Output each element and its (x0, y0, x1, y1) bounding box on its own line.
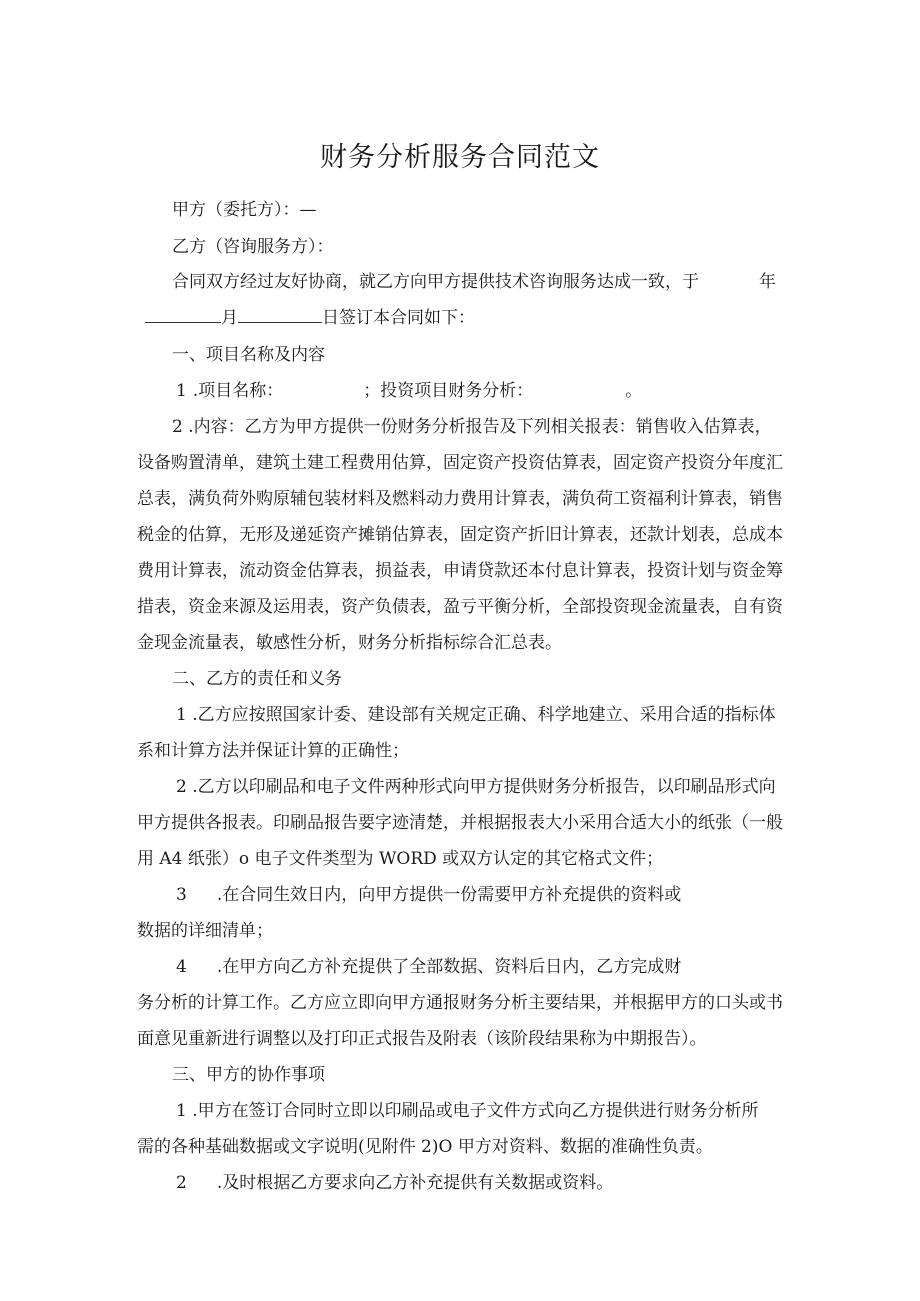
section2-item2-line: 用 A4 纸张）o 电子文件类型为 WORD 或双方认定的其它格式文件； (137, 849, 664, 869)
item4-text: .在甲方向乙方补充提供了全部数据、资料后日内，乙方完成财 (216, 957, 682, 977)
section3-heading: 三、甲方的协作事项 (172, 1065, 325, 1085)
section1-item2-line: 总表，满负荷外购原辅包装材料及燃料动力费用计算表，满负荷工资福利计算表，销售 (137, 489, 783, 509)
year-label: 年 (759, 272, 776, 292)
section2-heading: 二、乙方的责任和义务 (172, 669, 342, 689)
section1-item2-line: 2 .内容：乙方为甲方提供一份财务分析报告及下列相关报表：销售收入估算表， (172, 417, 772, 437)
day-blank (238, 306, 322, 323)
section2-item4 (176, 955, 681, 979)
section1-item1 (176, 379, 642, 403)
item3-text: .在合同生效日内，向甲方提供一份需要甲方补充提供的资料或 (216, 885, 682, 905)
section2-item4-cont: 面意见重新进行调整以及打印正式报告及附表（该阶段结果称为中期报告）。 (137, 1029, 707, 1049)
intro-text: 合同双方经过友好协商，就乙方向甲方提供技术咨询服务达成一致，于 (172, 272, 699, 292)
section2-item4-cont: 务分析的计算工作。乙方应立即向甲方通报财务分析主要结果，并根据甲方的口头或书 (137, 993, 783, 1013)
section1-item2-line: 费用计算表，流动资金估算表，损益表，申请贷款还本付息计算表，投资计划与资金筹 (137, 561, 783, 581)
section2-item2-line: 2 .乙方以印刷品和电子文件两种形式向甲方提供财务分析报告，以印刷品形式向 (176, 777, 776, 797)
item2-text: .及时根据乙方要求向乙方补充提供有关数据或资料。 (216, 1173, 614, 1193)
item-number: 4 (176, 957, 187, 977)
intro-line-2 (145, 306, 475, 330)
section2-item3 (176, 883, 681, 907)
party-b-line: 乙方（咨询服务方）： (172, 237, 334, 257)
section1-heading: 一、项目名称及内容 (172, 345, 325, 365)
project-analysis-label: ；投资项目财务分析： (363, 381, 534, 401)
month-label: 月 (221, 308, 238, 328)
section2-item1-line: 系和计算方法并保证计算的正确性； (137, 741, 409, 761)
month-blank (145, 306, 221, 323)
document-title: 财务分析服务合同范文 (320, 142, 600, 173)
item-number: 2 (176, 1173, 187, 1193)
project-name-label: .项目名称： (192, 381, 284, 401)
section1-item2-line: 金现金流量表，敏感性分析，财务分析指标综合汇总表。 (137, 633, 562, 653)
section3-item1-line: 需的各种基础数据或文字说明(见附件 2)O 甲方对资料、数据的准确性负责。 (137, 1137, 713, 1157)
section1-item2-line: 设备购置清单，建筑土建工程费用估算，固定资产投资估算表，固定资产投资分年度汇 (137, 453, 783, 473)
section1-item2-line: 措表，资金来源及运用表，资产负债表，盈亏平衡分析，全部投资现金流量表，自有资 (137, 597, 783, 617)
item-number: 3 (176, 885, 187, 905)
intro-line-1 (172, 270, 776, 294)
section2-item2-line: 甲方提供各报表。印刷品报告要字迹清楚，并根据报表大小采用合适大小的纸张（一般 (137, 813, 783, 833)
section3-item1-line: 1 .甲方在签订合同时立即以印刷品或电子文件方式向乙方提供进行财务分析所 (176, 1101, 759, 1121)
day-text: 日签订本合同如下： (322, 308, 475, 328)
party-a-line: 甲方（委托方）：— (172, 200, 317, 220)
item-number: 1 (176, 381, 187, 401)
section3-item2 (176, 1171, 613, 1195)
section2-item1-line: 1 .乙方应按照国家计委、建设部有关规定正确、科学地建立、采用合适的指标体 (176, 705, 776, 725)
section1-item2-line: 税金的估算，无形及递延资产摊销估算表，固定资产折旧计算表，还款计划表，总成本 (137, 525, 783, 545)
section2-item3-cont: 数据的详细清单； (137, 921, 273, 941)
item-end-mark: 。 (625, 381, 643, 401)
